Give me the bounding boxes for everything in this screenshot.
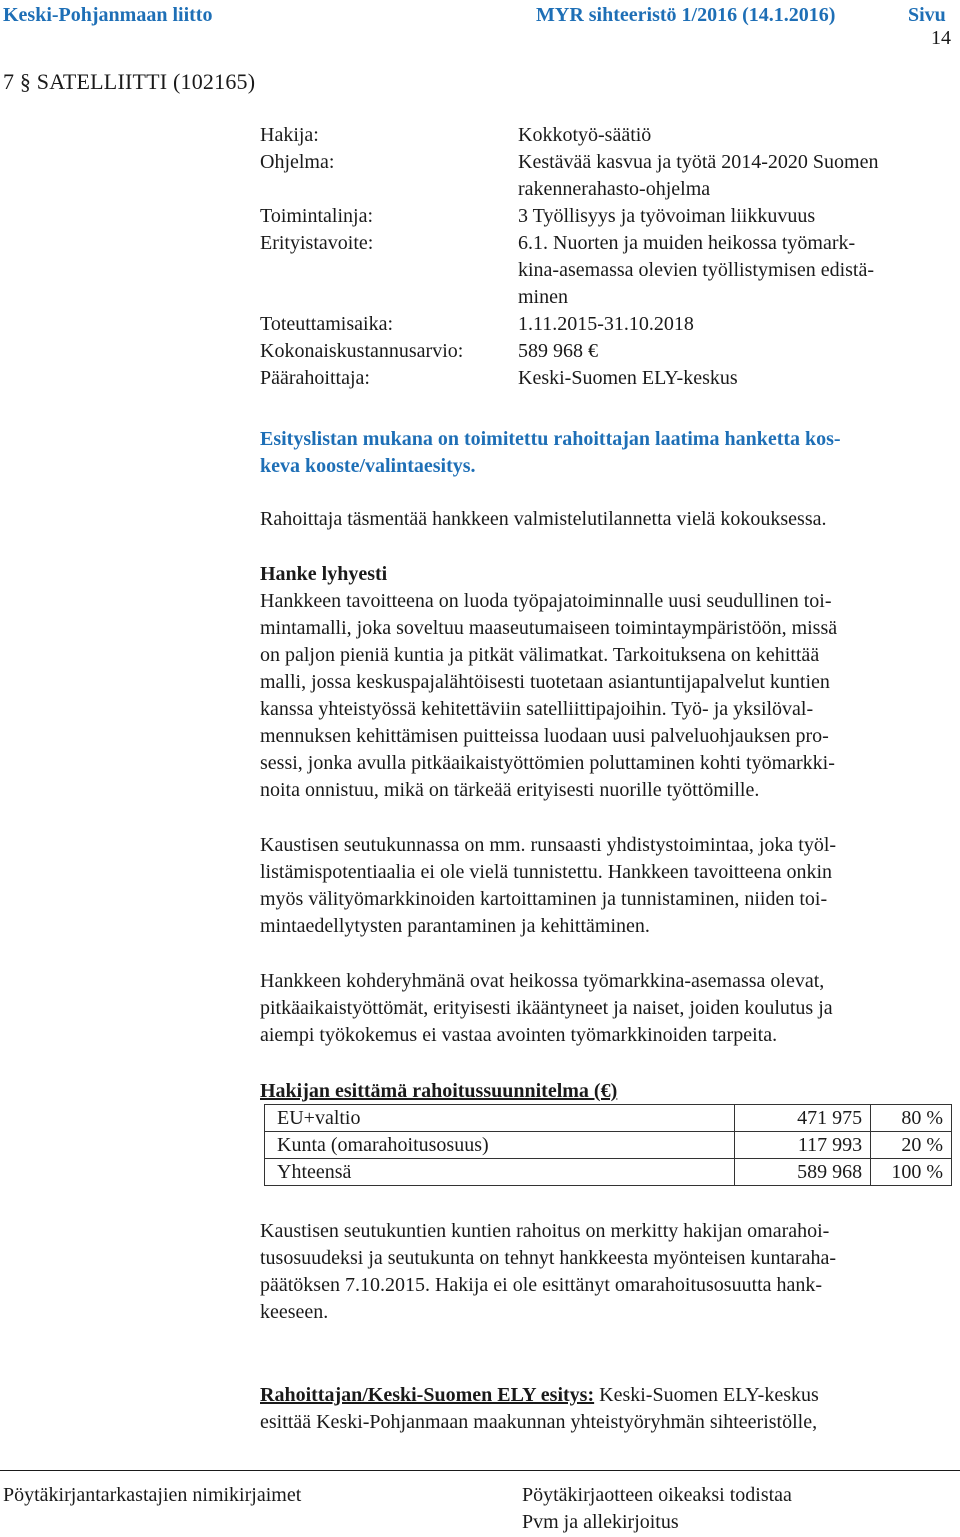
- paragraph-line: mennuksen kehittämisen puitteissa luodaan uusi palveluohjauksen pro-: [260, 725, 829, 747]
- section-title: 7 § SATELLIITTI (102165): [3, 69, 256, 94]
- finance-item: EU+valtio: [265, 1105, 735, 1132]
- info-value-cont: rakennerahasto-ohjelma: [518, 178, 711, 200]
- paragraph-line: Hankkeen kohderyhmänä ovat heikossa työmarkkina-asemassa olevat,: [260, 970, 825, 992]
- footer-signature-label: Pvm ja allekirjoitus: [522, 1511, 679, 1533]
- paragraph-line: aiempi työkokemus ei vastaa avointen työmarkkinoiden tarpeita.: [260, 1024, 778, 1046]
- kohderyhma-paragraph: [260, 968, 952, 1049]
- info-row-erityistavoite: [260, 230, 950, 311]
- header-meeting: MYR sihteeristö 1/2016 (14.1.2016): [536, 4, 836, 26]
- paragraph-line: tusosuudeksi ja seutukunta on tehnyt hankkeesta myönteisen kuntaraha-: [260, 1247, 836, 1269]
- paragraph-line: päätöksen 7.10.2015. Hakija ei ole esittänyt omarahoitusosuutta hank-: [260, 1274, 823, 1296]
- info-label: Kokonaiskustannusarvio:: [260, 340, 464, 362]
- info-value: Kestävää kasvua ja työtä 2014-2020 Suomen: [518, 151, 879, 173]
- info-label: Hakija:: [260, 124, 319, 146]
- info-label: Päärahoittaja:: [260, 367, 370, 389]
- info-row-paarahoittaja: [260, 365, 950, 392]
- hanke-heading: Hanke lyhyesti: [260, 563, 388, 585]
- agenda-note: [260, 426, 952, 480]
- info-label: Toteuttamisaika:: [260, 313, 394, 335]
- paragraph-line: malli, jossa keskuspajalähtöisesti tuotetaan asiantuntijapalvelut kuntien: [260, 671, 830, 693]
- finance-percent: 100 %: [871, 1159, 952, 1186]
- page-header: [0, 0, 960, 30]
- info-row-toteuttamisaika: [260, 311, 950, 338]
- rahoittaja-paragraph: Rahoittaja täsmentää hankkeen valmistelutilannetta vielä kokouksessa.: [260, 508, 827, 530]
- footer-divider: [0, 1470, 960, 1471]
- info-label: Erityistavoite:: [260, 232, 374, 254]
- footer-initials-label: Pöytäkirjantarkastajien nimikirjaimet: [3, 1484, 302, 1506]
- paragraph-line: esittää Keski-Pohjanmaan maakunnan yhteistyöryhmän sihteeristölle,: [260, 1411, 818, 1433]
- paragraph-line: [260, 1382, 952, 1409]
- agenda-note-line: keva kooste/valintaesitys.: [260, 455, 476, 477]
- paragraph-line: listämispotentiaalia ei ole vielä tunnistettu. Hankkeen tavoitteena onkin: [260, 861, 833, 883]
- finance-amount: 117 993: [734, 1132, 871, 1159]
- project-info: [260, 122, 950, 392]
- info-value: 6.1. Nuorten ja muiden heikossa työmark-: [518, 232, 856, 254]
- footer-certify-label: Pöytäkirjaotteen oikeaksi todistaa: [522, 1484, 792, 1506]
- finance-percent: 80 %: [871, 1105, 952, 1132]
- finance-table: [264, 1104, 952, 1186]
- paragraph-line: sessi, jonka avulla pitkäaikaistyöttömien poluttaminen kohti työmarkki-: [260, 752, 835, 774]
- info-row-hakija: [260, 122, 950, 149]
- esitys-label: Rahoittajan/Keski-Suomen ELY esitys:: [260, 1384, 595, 1406]
- paragraph-line: keeseen.: [260, 1301, 329, 1323]
- paragraph-line: Kaustisen seutukunnassa on mm. runsaasti yhdistystoimintaa, joka työl-: [260, 834, 837, 856]
- info-row-ohjelma: [260, 149, 950, 203]
- kuntarahoitus-paragraph: [260, 1218, 952, 1326]
- info-value: Kokkotyö-säätiö: [518, 124, 652, 146]
- table-row: [265, 1132, 952, 1159]
- info-label: Ohjelma:: [260, 151, 335, 173]
- table-row: [265, 1105, 952, 1132]
- hanke-section: [260, 561, 952, 804]
- header-page-label: Sivu: [908, 4, 946, 26]
- paragraph-line: mintaedellytysten parantaminen ja kehittäminen.: [260, 915, 650, 937]
- paragraph-line: Kaustisen seutukuntien kuntien rahoitus on merkitty hakijan omarahoi-: [260, 1220, 830, 1242]
- paragraph-line: noita onnistuu, mikä on tärkeää erityisesti nuorille työttömille.: [260, 779, 760, 801]
- paragraph-line: Hankkeen tavoitteena on luoda työpajatoiminnalle uusi seudullinen toi-: [260, 590, 832, 612]
- paragraph-line: pitkäaikaistyöttömät, erityisesti ikääntyneet ja naiset, joiden koulutus ja: [260, 997, 833, 1019]
- finance-heading: Hakijan esittämä rahoitussuunnitelma (€): [260, 1080, 618, 1102]
- header-organization: Keski-Pohjanmaan liitto: [3, 4, 213, 26]
- info-label: Toimintalinja:: [260, 205, 374, 227]
- kaustinen-paragraph: [260, 832, 952, 940]
- info-value-cont: kina-asemassa olevien työllistymisen edistä-: [518, 259, 875, 281]
- finance-amount: 471 975: [734, 1105, 871, 1132]
- info-value: 1.11.2015-31.10.2018: [518, 313, 694, 335]
- info-value-cont: minen: [518, 286, 568, 308]
- page-number: 14: [931, 27, 951, 49]
- esitys-text: Keski-Suomen ELY-keskus: [594, 1384, 819, 1406]
- info-row-kustannusarvio: [260, 338, 950, 365]
- info-value: Keski-Suomen ELY-keskus: [518, 367, 738, 389]
- paragraph-line: myös välityömarkkinoiden kartoittaminen ja tunnistaminen, niiden toi-: [260, 888, 828, 910]
- agenda-note-line: Esityslistan mukana on toimitettu rahoittajan laatima hanketta kos-: [260, 428, 841, 450]
- finance-item: Yhteensä: [265, 1159, 735, 1186]
- paragraph-line: kanssa yhteistyössä kehitettäviin satelliittipajoihin. Työ- ja yksilöval-: [260, 698, 814, 720]
- paragraph-line: mintamalli, joka soveltuu maaseutumaiseen toimintaympäristöön, missä: [260, 617, 838, 639]
- info-row-toimintalinja: [260, 203, 950, 230]
- esitys-paragraph: [260, 1382, 952, 1436]
- info-value: 3 Työllisyys ja työvoiman liikkuvuus: [518, 205, 816, 227]
- finance-percent: 20 %: [871, 1132, 952, 1159]
- info-value: 589 968 €: [518, 340, 598, 362]
- finance-amount: 589 968: [734, 1159, 871, 1186]
- finance-item: Kunta (omarahoitusosuus): [265, 1132, 735, 1159]
- table-row: [265, 1159, 952, 1186]
- paragraph-line: on paljon pieniä kuntia ja pitkät välimatkat. Tarkoituksena on kehittää: [260, 644, 820, 666]
